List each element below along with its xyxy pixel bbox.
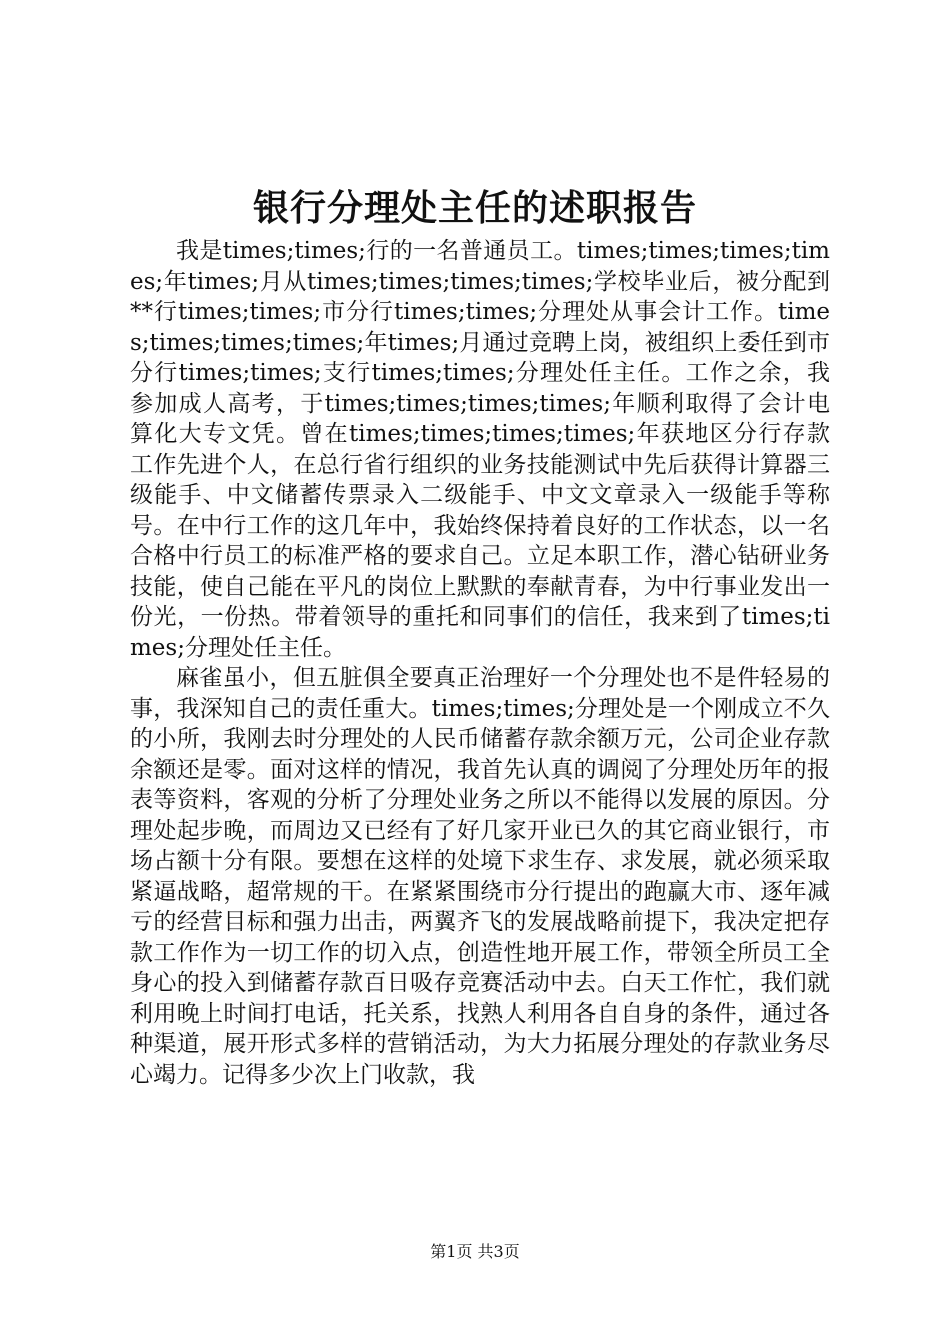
page-number-footer: 第1页 共3页	[430, 1242, 520, 1261]
document-body	[130, 236, 830, 1090]
paragraph-1: 我是times;times;行的一名普通员工。times;times;times;times;年times;月从times;times;times;times;学校毕业后，被分配到**行times;times;市分行times;times;分理处从事会计工作。times;times;times;times;年times;月通过竞聘上岗，被组织上委任到市分行times;times;支行times;times;分理处任主任。工作之余，我参加成人高考，于times;times;times;times;年顺利取得了会计电算化大专文凭。曾在times;times;times;times;年获地区分行存款工作先进个人，在总行省行组织的业务技能测试中先后获得计算器三级能手、中文储蓄传票录入二级能手、中文文章录入一级能手等称号。在中行工作的这几年中，我始终保持着良好的工作状态，以一名合格中行员工的标准严格的要求自己。立足本职工作，潜心钻研业务技能，使自己能在平凡的岗位上默默的奉献青春，为中行事业发出一份光，一份热。带着领导的重托和同事们的信任，我来到了times;times;分理处任主任。	[130, 238, 830, 661]
paragraph-2: 麻雀虽小，但五脏俱全要真正治理好一个分理处也不是件轻易的事，我深知自己的责任重大。times;times;分理处是一个刚成立不久的小所，我刚去时分理处的人民币储蓄存款余额万元，公司企业存款余额还是零。面对这样的情况，我首先认真的调阅了分理处历年的报表等资料，客观的分析了分理处业务之所以不能得以发展的原因。分理处起步晚，而周边又已经有了好几家开业已久的其它商业银行，市场占额十分有限。要想在这样的处境下求生存、求发展，就必须采取紧逼战略，超常规的干。在紧紧围绕市分行提出的跑赢大市、逐年减亏的经营目标和强力出击，两翼齐飞的发展战略前提下，我决定把存款工作作为一切工作的切入点，创造性地开展工作，带领全所员工全身心的投入到储蓄存款百日吸存竞赛活动中去。白天工作忙，我们就利用晚上时间打电话，托关系，找熟人利用各自自身的条件，通过各种渠道，展开形式多样的营销活动，为大力拓展分理处的存款业务尽心竭力。记得多少次上门收款，我	[130, 665, 830, 1088]
document-title: 银行分理处主任的述职报告	[252, 187, 697, 229]
